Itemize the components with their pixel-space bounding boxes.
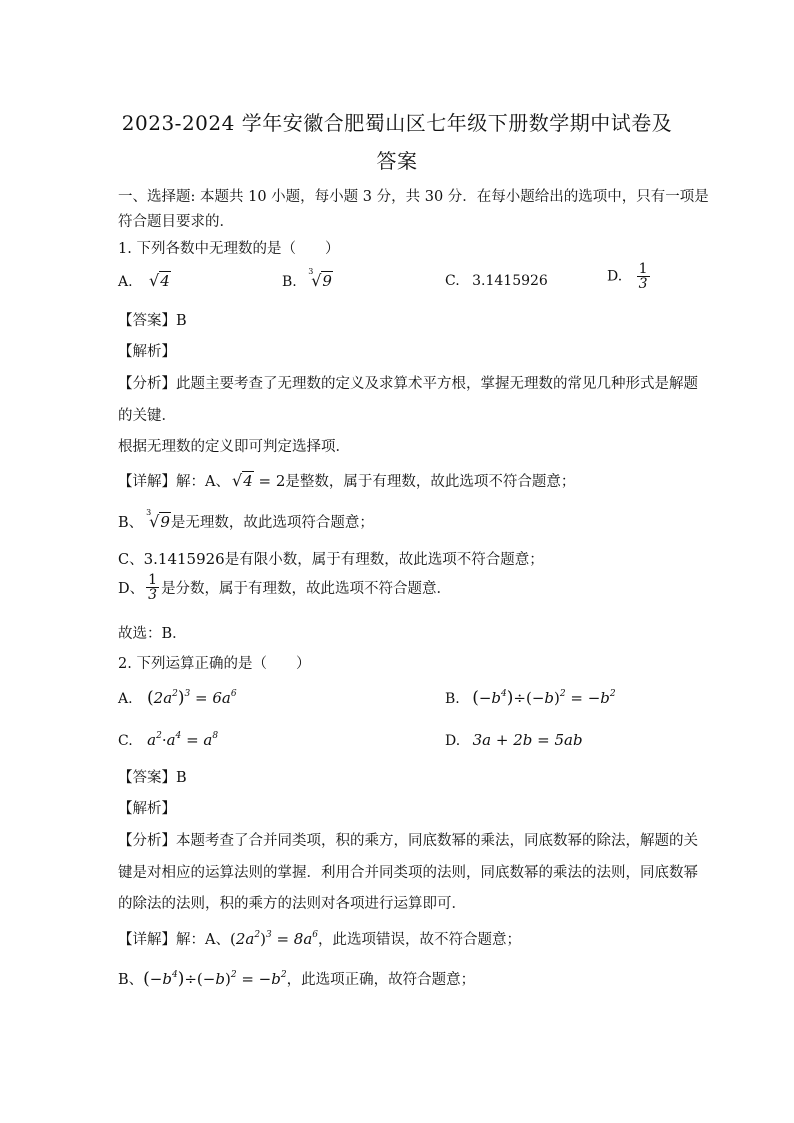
q1-detail-a-eq: = 2 [253,472,286,490]
q1-detail-d [118,573,451,602]
q2-option-c-expr: $a^2\cdot a^4 = a^8$ [147,731,219,749]
q1-detail-b-prefix: B、 [118,515,144,531]
q1-option-b [282,267,333,290]
q2-option-d-label: D. [445,733,461,749]
q2-option-b-expr: $(-b^4)\div(-b)^2 = -b^2$ [472,688,616,708]
q2-detail-b-text: ，此选项正确，故符合题意； [286,972,476,988]
q1-detail-c [118,548,544,569]
q1-option-d [607,262,652,291]
q2-option-d [445,731,583,749]
document-title-line-2: 答案 [376,149,418,173]
q1-option-c-expr: 3.1415926 [472,273,548,289]
q1-detail-b-text: 是无理数，故此选项符合题意； [170,515,374,531]
q1-option-b-label: B. [282,274,297,290]
q2-answer: 【答案】B [118,770,187,786]
q2-option-b-label: B. [445,691,460,707]
q2-detail-b-prefix: B、 [118,972,144,988]
q2-option-b [445,688,616,708]
q2-detail-a-expr: $(2a^2)^3 = 8a^6$ [229,930,319,948]
section-heading-line-1: 一、选择题: 本题共 10 小题，每小题 3 分，共 30 分．在每小题给出的选项中，只有一项是 [118,189,709,205]
q2-fenxi-line-2: 键是对相应的运算法则的掌握．利用合并同类项的法则，同底数幂的乘法的法则，同底数幂 [118,865,698,881]
q2-detail-b-expr: $(-b^4)\div(-b)^2 = -b^2$ [143,969,287,989]
q1-detail-prefix: 【详解】解：A、 [118,474,230,490]
question-2-stem: 2. 下列运算正确的是（ ） [118,656,311,672]
q1-conclusion: 故选：B． [118,626,187,642]
q1-option-d-label: D. [607,268,623,285]
q1-detail-a-expr: √4 [231,471,253,490]
q1-analysis-heading: 【解析】 [118,344,176,360]
q2-option-c-label: C. [118,733,133,749]
q1-fenxi-line-2: 的关键． [118,408,176,424]
q2-option-a-expr: $(2a^2)^3 = 6a^6$ [147,688,237,708]
q1-option-a-expr: √4 [149,271,170,290]
q2-fenxi-line-3: 的除法的法则，积的乘方的法则对各项进行运算即可． [118,896,466,912]
question-1-stem: 1. 下列各数中无理数的是（ ） [118,241,340,257]
q2-detail-a [118,928,521,949]
q1-detail-a [118,470,575,491]
q1-detail-c-expr: 3.1415926 [143,550,225,568]
q2-option-a-label: A. [118,691,133,707]
q1-option-c-label: C. [445,273,460,289]
q1-option-b-expr: 3 √9 [308,267,332,290]
q1-detail-c-prefix: C、 [118,552,144,568]
q1-fenxi-line-1: 【分析】此题主要考查了无理数的定义及求算术平方根，掌握无理数的常见几种形式是解题 [118,376,698,392]
document-title-line-1: 2023-2024 学年安徽合肥蜀山区七年级下册数学期中试卷及 [121,111,673,135]
q1-detail-c-text: 是有限小数，属于有理数，故此选项不符合题意； [224,552,544,568]
q1-option-a [118,271,171,290]
q2-option-c [118,731,218,749]
q1-option-d-fraction: $\frac{1}{3}$ [638,261,648,292]
q1-detail-d-fraction: $\frac{1}{3}$ [148,572,158,603]
q2-detail-a-text: ，此选项错误，故不符合题意； [318,932,522,948]
q1-detail-d-prefix: D、 [118,581,145,597]
q1-detail-b [118,508,374,532]
q2-option-d-expr: 3a + 2b = 5ab [472,731,583,749]
q1-fenxi-line-3: 根据无理数的定义即可判定选择项． [118,439,350,455]
q1-detail-d-text: 是分数，属于有理数，故此选项不符合题意． [161,581,452,597]
q2-detail-prefix: 【详解】解：A、 [118,932,230,948]
q1-option-a-label: A. [118,274,133,290]
q2-analysis-heading: 【解析】 [118,801,176,817]
q1-answer: 【答案】B [118,313,187,329]
q2-fenxi-line-1: 【分析】本题考查了合并同类项，积的乘方，同底数幂的乘法，同底数幂的除法，解题的关 [118,833,698,849]
section-heading-line-2: 符合题目要求的． [118,214,234,230]
q1-detail-a-text: 是整数，属于有理数，故此选项不符合题意； [285,474,576,490]
q2-detail-b [118,968,475,989]
q1-option-c [445,273,548,289]
q1-detail-b-expr: 3 √9 [146,508,170,531]
q2-option-a [118,688,237,708]
